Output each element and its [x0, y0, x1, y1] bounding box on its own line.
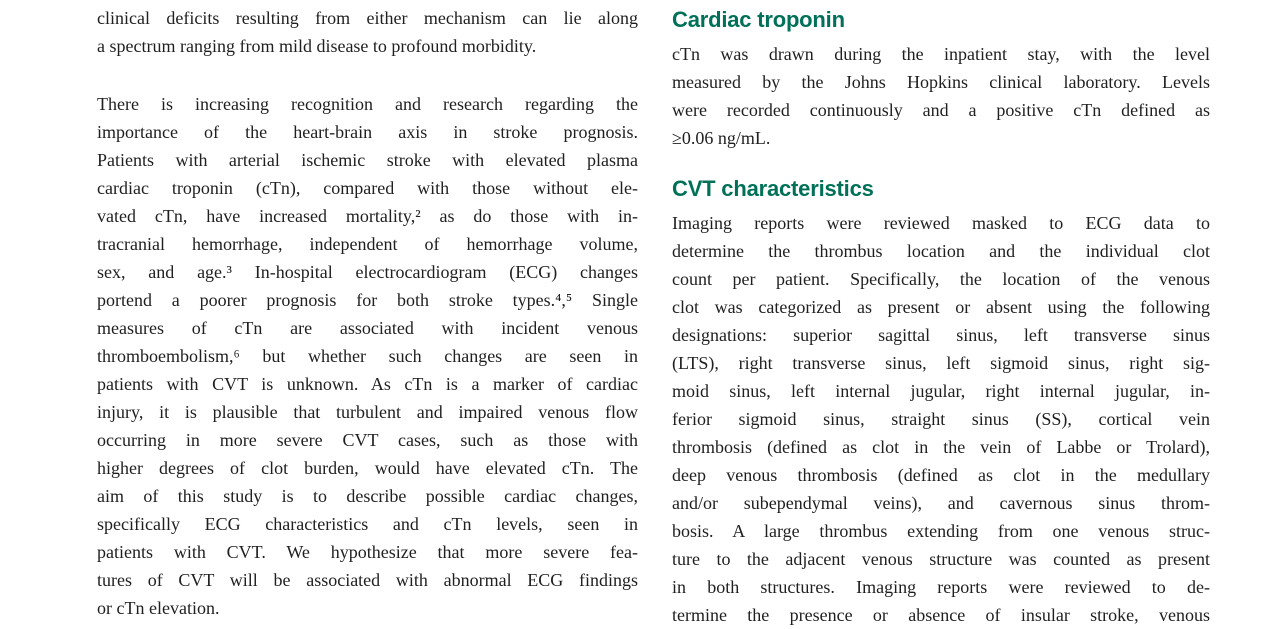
text-line: specifically ECG characteristics and cTn levels, seen in: [97, 514, 638, 534]
text-line: vated cTn, have increased mortality,² as do those with in-: [97, 206, 638, 226]
text-line: patients with CVT. We hypothesize that more severe fea-: [97, 542, 638, 562]
paragraph: [672, 209, 1210, 629]
text-line: designations: superior sagittal sinus, left transverse sinus: [672, 325, 1210, 345]
text-line: bosis. A large thrombus extending from one venous struc-: [672, 521, 1210, 541]
text-line: thrombosis (defined as clot in the vein of Labbe or Trolard),: [672, 437, 1210, 457]
text-line: moid sinus, left internal jugular, right internal jugular, in-: [672, 381, 1210, 401]
text-line: cTn was drawn during the inpatient stay, with the level: [672, 44, 1210, 64]
text-line: count per patient. Specifically, the location of the venous: [672, 269, 1210, 289]
left-text-column: [97, 4, 638, 622]
text-line: clot was categorized as present or absent using the following: [672, 297, 1210, 317]
section-heading-cvt-characteristics: CVT characteristics: [672, 176, 874, 201]
section-cardiac-troponin: [672, 7, 1210, 152]
text-line: Patients with arterial ischemic stroke with elevated plasma: [97, 150, 638, 170]
paragraph: [97, 90, 638, 622]
text-line: cardiac troponin (cTn), compared with those without ele-: [97, 178, 638, 198]
text-line: determine the thrombus location and the individual clot: [672, 241, 1210, 261]
text-line: There is increasing recognition and research regarding the: [97, 94, 638, 114]
text-line: tracranial hemorrhage, independent of hemorrhage volume,: [97, 234, 638, 254]
text-line: measured by the Johns Hopkins clinical laboratory. Levels: [672, 72, 1210, 92]
section-cvt-characteristics: [672, 176, 1210, 629]
section-heading-cardiac-troponin: Cardiac troponin: [672, 7, 845, 32]
text-line: a spectrum ranging from mild disease to profound morbidity.: [97, 36, 537, 56]
text-line: importance of the heart-brain axis in stroke prognosis.: [97, 122, 638, 142]
text-line: termine the presence or absence of insular stroke, venous: [672, 605, 1210, 625]
text-line: occurring in more severe CVT cases, such as those with: [97, 430, 638, 450]
text-line: aim of this study is to describe possible cardiac changes,: [97, 486, 638, 506]
text-line: in both structures. Imaging reports were reviewed to de-: [672, 577, 1210, 597]
text-line: higher degrees of clot burden, would have elevated cTn. The: [97, 458, 638, 478]
paragraph: [97, 4, 638, 60]
text-line: Imaging reports were reviewed masked to ECG data to: [672, 213, 1210, 233]
text-line: tures of CVT will be associated with abnormal ECG findings: [97, 570, 638, 590]
text-line: and/or subependymal veins), and cavernous sinus throm-: [672, 493, 1210, 513]
text-line: ture to the adjacent venous structure was counted as present: [672, 549, 1210, 569]
text-line: portend a poorer prognosis for both stroke types.⁴,⁵ Single: [97, 290, 638, 310]
text-line: deep venous thrombosis (defined as clot in the medullary: [672, 465, 1210, 485]
text-line: ferior sigmoid sinus, straight sinus (SS), cortical vein: [672, 409, 1210, 429]
text-line: patients with CVT is unknown. As cTn is a marker of cardiac: [97, 374, 638, 394]
right-text-column: [672, 7, 1210, 629]
text-line: sex, and age.³ In-hospital electrocardiogram (ECG) changes: [97, 262, 638, 282]
text-line: measures of cTn are associated with incident venous: [97, 318, 638, 338]
text-line: injury, it is plausible that turbulent and impaired venous flow: [97, 402, 638, 422]
text-line: ≥0.06 ng/mL.: [672, 128, 771, 148]
text-line: were recorded continuously and a positive cTn defined as: [672, 100, 1210, 120]
text-line: clinical deficits resulting from either mechanism can lie along: [97, 8, 638, 28]
text-line: or cTn elevation.: [97, 598, 220, 618]
text-line: (LTS), right transverse sinus, left sigmoid sinus, right sig-: [672, 353, 1210, 373]
text-line: thromboembolism,⁶ but whether such changes are seen in: [97, 346, 638, 366]
paragraph: [672, 40, 1210, 152]
